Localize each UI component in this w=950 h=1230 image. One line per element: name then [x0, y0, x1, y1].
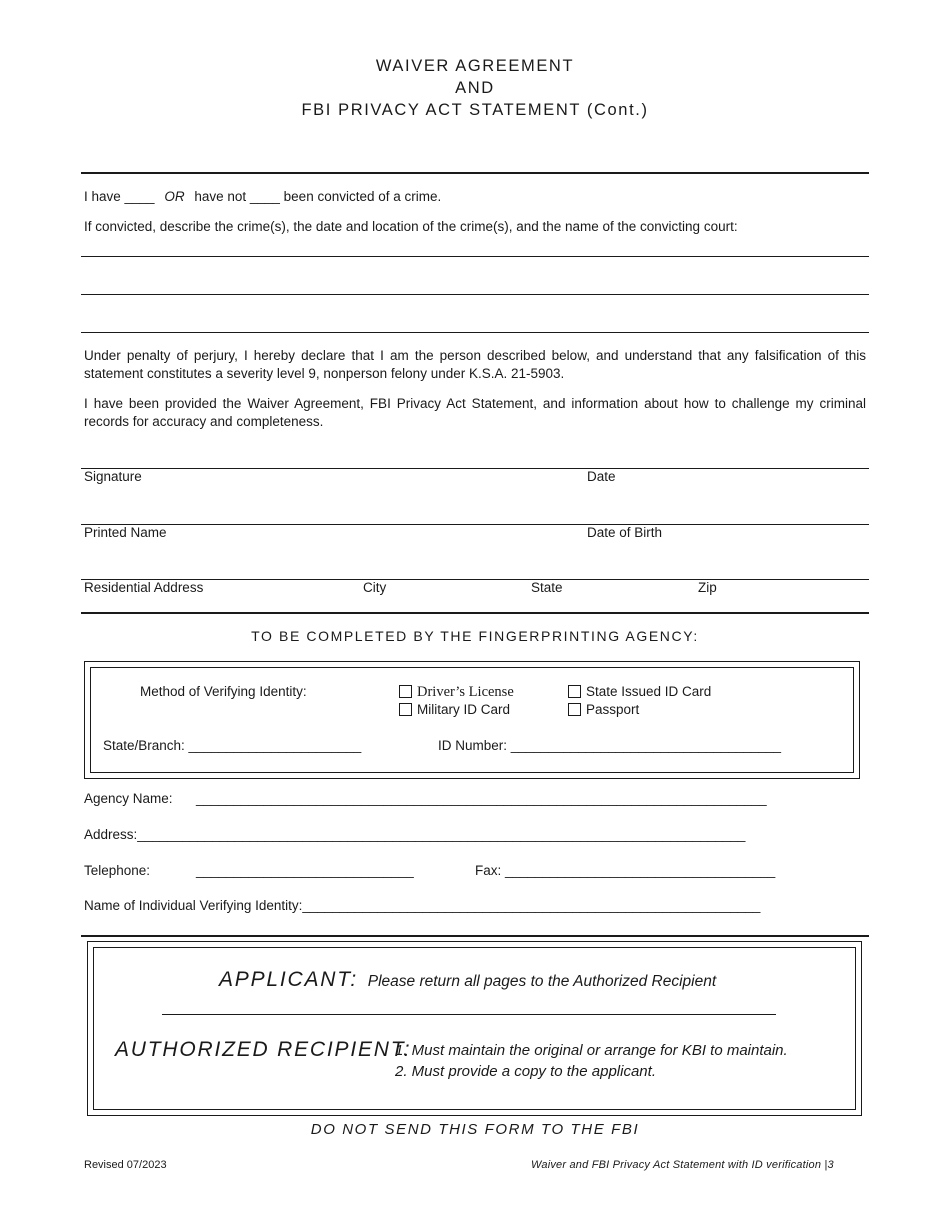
- provided-statement: I have been provided the Waiver Agreement, FBI Privacy Act Statement, and information about how to challenge my criminal records for accuracy and completeness.: [84, 396, 866, 429]
- military-id-checkbox[interactable]: [399, 703, 412, 716]
- verifier-name-field[interactable]: Name of Individual Verifying Identity:_____________________________________________________________: [84, 898, 761, 913]
- printed-name-line[interactable]: [81, 524, 869, 525]
- signature-label: Signature: [84, 469, 142, 484]
- city-label: City: [363, 580, 387, 595]
- option-drivers-license[interactable]: [399, 684, 514, 701]
- verification-box-inner: [90, 667, 854, 773]
- drivers-license-checkbox[interactable]: [399, 685, 412, 698]
- printed-name-label: Printed Name: [84, 525, 167, 540]
- residential-address-label: Residential Address: [84, 580, 204, 595]
- state-branch-field[interactable]: State/Branch: _______________________: [103, 738, 362, 753]
- have-not-option[interactable]: have not ____ been convicted of a crime.: [194, 189, 442, 204]
- fax-field[interactable]: Fax: ____________________________________: [475, 863, 776, 878]
- date-label: Date: [587, 469, 616, 484]
- signature-line[interactable]: [81, 468, 869, 469]
- applicant-notice: [219, 968, 716, 992]
- title-line-1: WAIVER AGREEMENT: [375, 57, 575, 75]
- conviction-statement: [84, 189, 441, 204]
- agency-name-label: Agency Name:: [84, 791, 173, 806]
- passport-checkbox[interactable]: [568, 703, 581, 716]
- conviction-describe-label: If convicted, describe the crime(s), the date and location of the crime(s), and the name of the convicting court:: [84, 219, 738, 234]
- agency-name-field[interactable]: ____________________________________________________________________________: [196, 791, 767, 806]
- conviction-line-2[interactable]: [81, 294, 869, 295]
- drivers-license-label: Driver’s License: [417, 684, 514, 700]
- telephone-field[interactable]: _____________________________: [196, 863, 414, 878]
- id-number-field[interactable]: ID Number: ____________________________________: [438, 738, 782, 753]
- divider-top: [81, 172, 869, 174]
- passport-label: Passport: [586, 702, 640, 717]
- applicant-label: APPLICANT:: [219, 968, 358, 991]
- date-of-birth-label: Date of Birth: [587, 525, 663, 540]
- address-field[interactable]: Address:_________________________________________________________________________________: [84, 827, 746, 842]
- authorized-recipient-label: AUTHORIZED RECIPIENT:: [115, 1038, 412, 1061]
- notice-separator: [162, 1014, 776, 1015]
- title-line-2: AND: [455, 79, 495, 97]
- state-id-label: State Issued ID Card: [586, 684, 712, 699]
- state-id-checkbox[interactable]: [568, 685, 581, 698]
- conviction-line-1[interactable]: [81, 256, 869, 257]
- recipient-item-2: 2. Must provide a copy to the applicant.: [395, 1063, 656, 1080]
- agency-section-heading: TO BE COMPLETED BY THE FINGERPRINTING AGENCY:: [251, 628, 699, 644]
- title-line-3: FBI PRIVACY ACT STATEMENT (Cont.): [301, 101, 649, 119]
- perjury-declaration: Under penalty of perjury, I hereby declare that I am the person described below, and understand that any falsification of this statement constitutes a severity level 9, nonperson felony under K.S.A. 21-5903.: [84, 348, 866, 381]
- telephone-label: Telephone:: [84, 863, 151, 878]
- verification-box: [84, 661, 860, 779]
- divider-agency: [81, 612, 869, 614]
- do-not-send-notice: DO NOT SEND THIS FORM TO THE FBI: [310, 1121, 640, 1138]
- option-military-id[interactable]: [399, 702, 510, 717]
- state-label: State: [531, 580, 563, 595]
- option-passport[interactable]: [568, 702, 639, 717]
- divider-notice: [81, 935, 869, 937]
- recipient-item-1: 1. Must maintain the original or arrange for KBI to maintain.: [395, 1042, 788, 1059]
- applicant-text: Please return all pages to the Authorized Recipient: [367, 973, 717, 990]
- zip-label: Zip: [698, 580, 717, 595]
- military-id-label: Military ID Card: [417, 702, 511, 717]
- revised-date: Revised 07/2023: [84, 1159, 167, 1171]
- have-option[interactable]: I have ____: [84, 189, 155, 204]
- footer-doc-title: Waiver and FBI Privacy Act Statement with ID verification |3: [531, 1159, 834, 1171]
- option-state-id[interactable]: [568, 684, 711, 699]
- method-label: Method of Verifying Identity:: [140, 684, 307, 699]
- or-label: OR: [164, 189, 185, 204]
- conviction-line-3[interactable]: [81, 332, 869, 333]
